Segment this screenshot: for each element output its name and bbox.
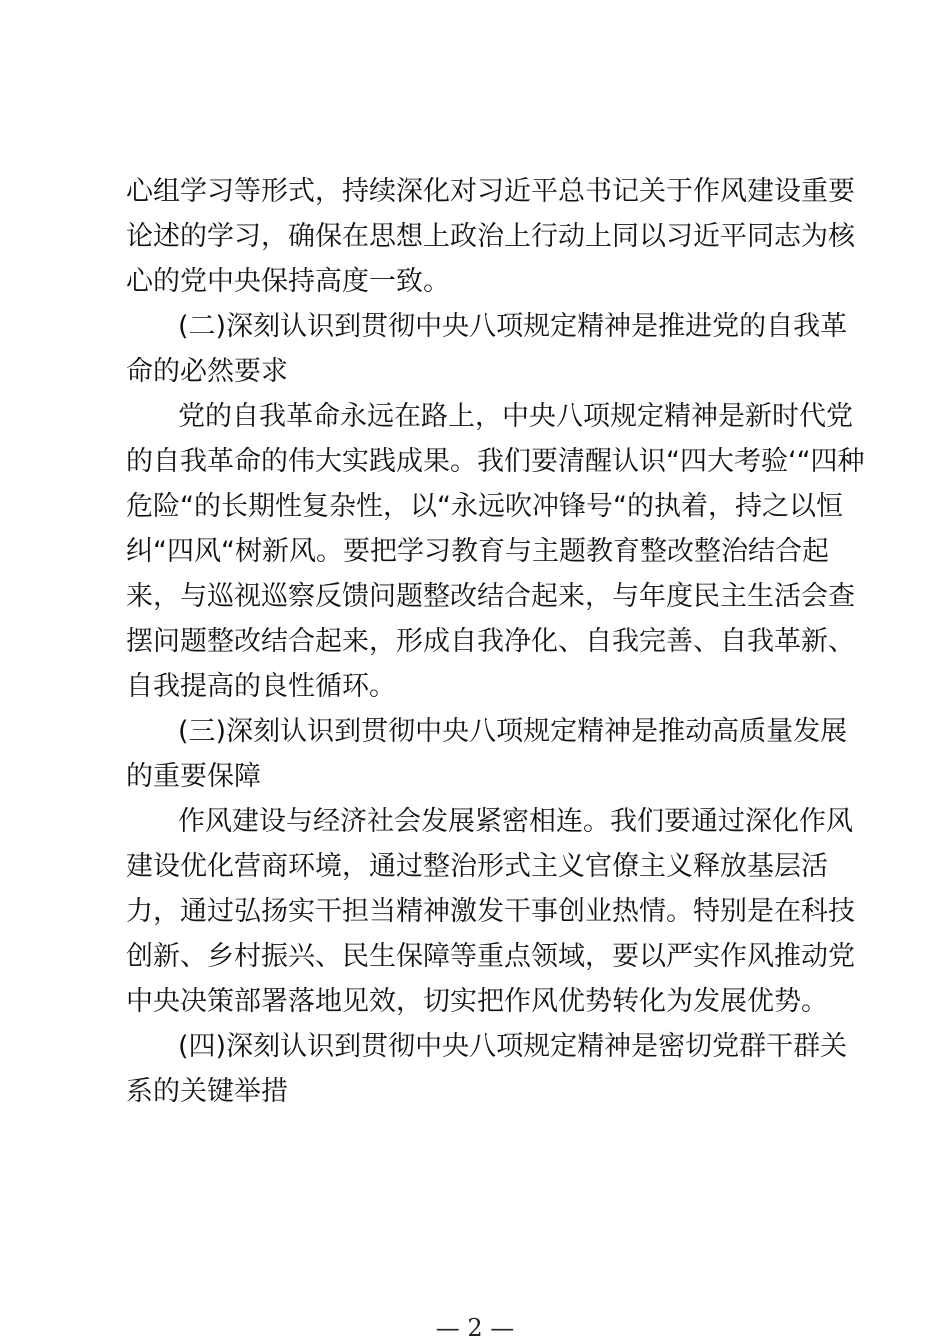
text-line: 论述的学习，确保在思想上政治上行动上同以习近平同志为核	[126, 221, 855, 252]
text-line: 力，通过弘扬实干担当精神激发干事创业热情。特别是在科技	[126, 896, 855, 927]
text-line: 建设优化营商环境，通过整治形式主义官僚主义释放基层活	[126, 851, 828, 882]
section-heading: (四)深刻认识到贯彻中央八项规定精神是密切党群干群关	[178, 1031, 848, 1062]
section-heading-continued: 的重要保障	[126, 761, 261, 792]
section-heading-continued: 命的必然要求	[126, 356, 288, 387]
text-line: 党的自我革命永远在路上，中央八项规定精神是新时代党	[178, 401, 853, 432]
text-line: 纠“四风“树新风。要把学习教育与主题教育整改整治结合起	[126, 536, 829, 567]
section-heading: (三)深刻认识到贯彻中央八项规定精神是推动高质量发展	[178, 716, 848, 747]
text-line: 来，与巡视巡察反馈问题整改结合起来，与年度民主生活会查	[126, 581, 855, 612]
text-line: 的自我革命的伟大实践成果。我们要清醒认识“四大考验‘“四种	[126, 446, 865, 477]
text-line: 中央决策部署落地见效，切实把作风优势转化为发展优势。	[126, 986, 828, 1017]
section-heading-continued: 系的关键举措	[126, 1076, 288, 1107]
text-line: 心的党中央保持高度一致。	[126, 266, 450, 297]
page-number: — 2 —	[435, 1314, 515, 1342]
text-line: 自我提高的良性循环。	[126, 671, 396, 702]
text-line: 心组学习等形式，持续深化对习近平总书记关于作风建设重要	[126, 176, 855, 207]
text-line: 摆问题整改结合起来，形成自我净化、自我完善、自我革新、	[126, 626, 855, 657]
section-heading: (二)深刻认识到贯彻中央八项规定精神是推进党的自我革	[178, 311, 848, 342]
text-line: 作风建设与经济社会发展紧密相连。我们要通过深化作风	[178, 806, 853, 837]
document-body	[126, 169, 865, 1114]
text-line: 创新、乡村振兴、民生保障等重点领域，要以严实作风推动党	[126, 941, 855, 972]
text-line: 危险“的长期性复杂性，以“永远吹冲锋号“的执着，持之以恒	[126, 491, 843, 522]
